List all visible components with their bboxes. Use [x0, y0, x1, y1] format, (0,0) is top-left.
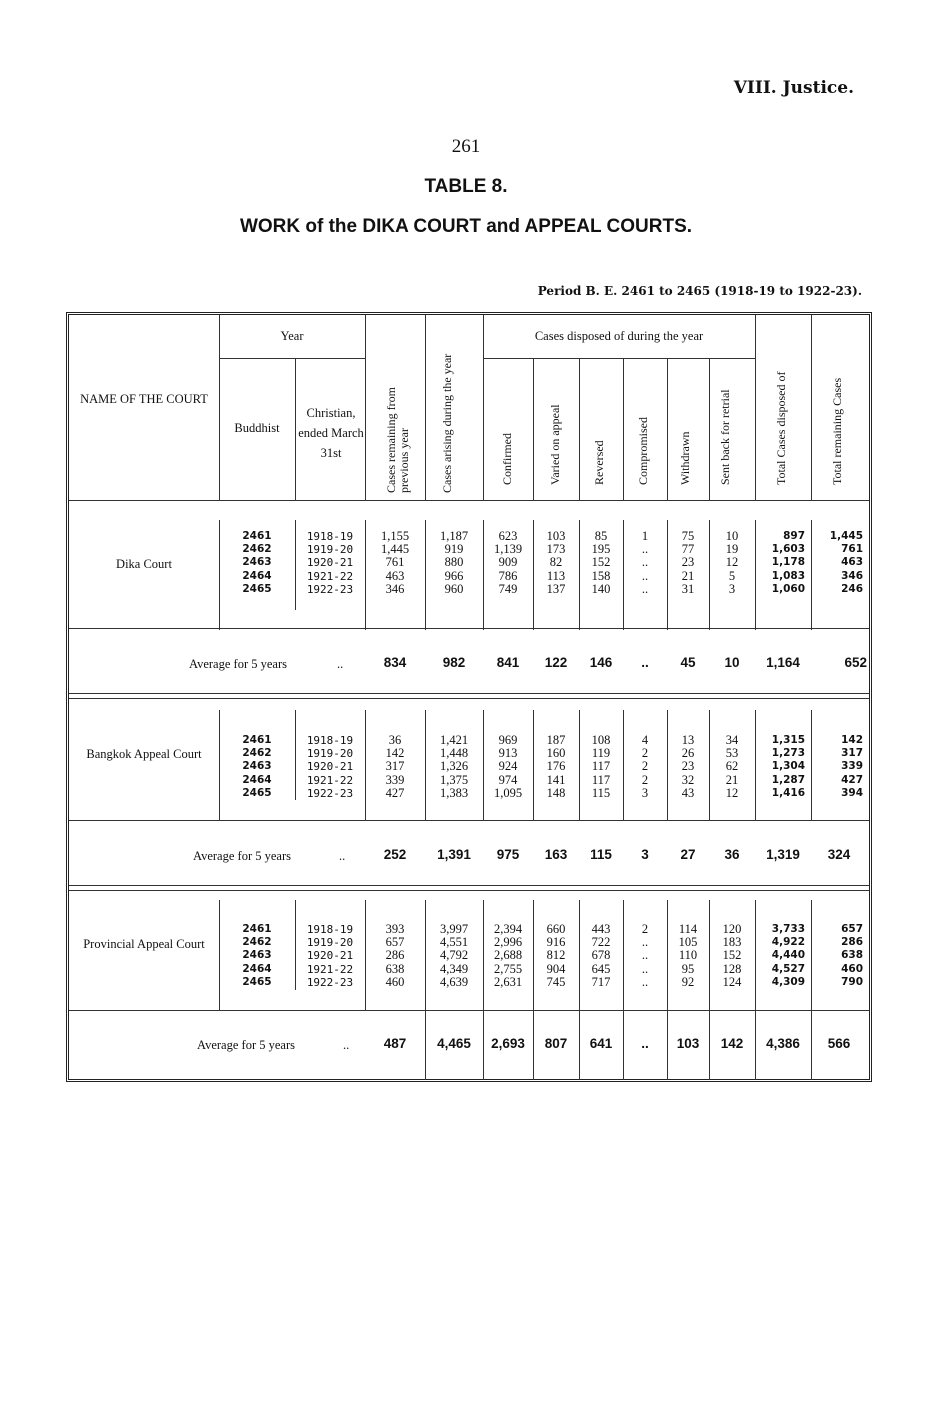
avg-reversed: 146: [589, 655, 613, 670]
sent-back-values: 10 19 12 5 3: [725, 529, 739, 596]
header-remaining-prev: Cases remaining from previous year: [384, 387, 411, 493]
remaining-prev-values: 393 657 286 638 460: [385, 922, 405, 989]
christian-years: 1918-19 1919-20 1920-21 1921-22 1922-23: [306, 734, 354, 800]
avg-total-remaining: 566: [827, 1036, 851, 1051]
christian-years: 1918-19 1919-20 1920-21 1921-22 1922-23: [306, 530, 354, 596]
avg-compromised: 3: [641, 847, 649, 862]
section-heading: VIII. Justice.: [733, 78, 854, 98]
average-dots: ..: [343, 1038, 350, 1052]
varied-values: 660 916 812 904 745: [546, 922, 566, 989]
avg-confirmed: 975: [496, 847, 520, 862]
header-year: Year: [280, 329, 304, 343]
header-compromised: Compromised: [636, 417, 650, 485]
avg-arising: 982: [442, 655, 466, 670]
avg-reversed: 115: [590, 847, 612, 862]
avg-withdrawn: 45: [680, 655, 696, 670]
buddhist-years: 2461 2462 2463 2464 2465: [242, 530, 272, 595]
avg-compromised: ..: [641, 655, 649, 670]
remaining-prev-values: 1,155 1,445 761 463 346: [380, 529, 410, 596]
arising-values: 1,187 919 880 966 960: [439, 529, 469, 596]
buddhist-years: 2461 2462 2463 2464 2465: [242, 734, 272, 799]
avg-total-disposed: 1,319: [766, 847, 800, 862]
court-name: Bangkok Appeal Court: [86, 747, 202, 761]
avg-compromised: ..: [641, 1036, 649, 1051]
header-disposed-group: Cases disposed of during the year: [534, 329, 704, 343]
average-dots: ..: [337, 657, 344, 671]
header-christian: Christian, ended March 31st: [298, 406, 364, 460]
confirmed-values: 2,394 2,996 2,688 2,755 2,631: [493, 922, 523, 989]
compromised-values: 4 2 2 2 3: [641, 733, 649, 800]
header-varied: Varied on appeal: [548, 404, 562, 485]
avg-arising: 1,391: [437, 847, 471, 862]
header-arising: Cases arising during the year: [440, 353, 454, 493]
remaining-prev-values: 36 142 317 339 427: [385, 733, 405, 800]
avg-withdrawn: 27: [680, 847, 696, 862]
avg-total-remaining: 324: [827, 847, 851, 862]
reversed-values: 108 119 117 117 115: [591, 733, 611, 800]
court-name: Dika Court: [116, 557, 172, 571]
table-number: TABLE 8.: [424, 176, 508, 197]
header-confirmed: Confirmed: [500, 433, 514, 485]
confirmed-values: 623 1,139 909 786 749: [493, 529, 523, 596]
avg-total-remaining: 652: [844, 655, 867, 670]
total-remaining-values: 1,445 761 463 346 246: [829, 530, 863, 595]
arising-values: 3,997 4,551 4,792 4,349 4,639: [439, 922, 469, 989]
average-label: Average for 5 years: [193, 849, 291, 863]
reversed-values: 85 195 152 158 140: [591, 529, 611, 596]
average-label: Average for 5 years: [197, 1038, 295, 1052]
header-buddhist: Buddhist: [234, 421, 280, 435]
avg-remaining-prev: 834: [383, 655, 407, 670]
arising-values: 1,421 1,448 1,326 1,375 1,383: [439, 733, 469, 800]
avg-withdrawn: 103: [676, 1036, 700, 1051]
avg-reversed: 641: [589, 1036, 613, 1051]
header-reversed: Reversed: [592, 440, 606, 485]
header-total-disposed: Total Cases disposed of: [774, 371, 788, 485]
total-remaining-values: 657 286 638 460 790: [841, 923, 863, 988]
withdrawn-values: 114 105 110 95 92: [678, 922, 698, 989]
avg-confirmed: 841: [496, 655, 520, 670]
average-dots: ..: [339, 849, 346, 863]
header-withdrawn: Withdrawn: [678, 431, 692, 485]
total-disposed-values: 3,733 4,922 4,440 4,527 4,309: [771, 923, 805, 988]
avg-varied: 807: [544, 1036, 568, 1051]
avg-varied: 122: [544, 655, 568, 670]
avg-sent-back: 10: [724, 655, 740, 670]
confirmed-values: 969 913 924 974 1,095: [493, 733, 523, 800]
avg-total-disposed: 4,386: [766, 1036, 800, 1051]
average-label: Average for 5 years: [189, 657, 287, 671]
compromised-values: 1 .. .. .. ..: [641, 529, 649, 596]
withdrawn-values: 13 26 23 32 43: [681, 733, 695, 800]
court-name: Provincial Appeal Court: [83, 937, 205, 951]
avg-sent-back: 142: [720, 1036, 744, 1051]
header-court-name: NAME OF THE COURT: [80, 392, 208, 406]
justice-table: [66, 312, 872, 1082]
header-total-remaining: Total remaining Cases: [830, 377, 844, 485]
avg-remaining-prev: 487: [383, 1036, 407, 1051]
sent-back-values: 34 53 62 21 12: [725, 733, 739, 800]
page-number: 261: [451, 136, 481, 157]
total-disposed-values: 897 1,603 1,178 1,083 1,060: [771, 530, 805, 595]
varied-values: 187 160 176 141 148: [546, 733, 566, 800]
avg-remaining-prev: 252: [383, 847, 407, 862]
avg-confirmed: 2,693: [491, 1036, 525, 1051]
buddhist-years: 2461 2462 2463 2464 2465: [242, 923, 272, 988]
total-disposed-values: 1,315 1,273 1,304 1,287 1,416: [771, 734, 805, 799]
compromised-values: 2 .. .. .. ..: [641, 922, 649, 989]
avg-sent-back: 36: [724, 847, 740, 862]
header-sent-back: Sent back for retrial: [718, 389, 732, 485]
christian-years: 1918-19 1919-20 1920-21 1921-22 1922-23: [306, 923, 354, 989]
avg-arising: 4,465: [437, 1036, 471, 1051]
varied-values: 103 173 82 113 137: [546, 529, 566, 596]
sent-back-values: 120 183 152 128 124: [722, 922, 742, 989]
total-remaining-values: 142 317 339 427 394: [841, 734, 863, 799]
period-caption: Period B. E. 2461 to 2465 (1918-19 to 1922-23).: [537, 284, 862, 298]
withdrawn-values: 75 77 23 21 31: [681, 529, 695, 596]
table-title: WORK of the DIKA COURT and APPEAL COURTS.: [239, 216, 693, 237]
avg-varied: 163: [544, 847, 568, 862]
reversed-values: 443 722 678 645 717: [591, 922, 611, 989]
avg-total-disposed: 1,164: [766, 655, 800, 670]
